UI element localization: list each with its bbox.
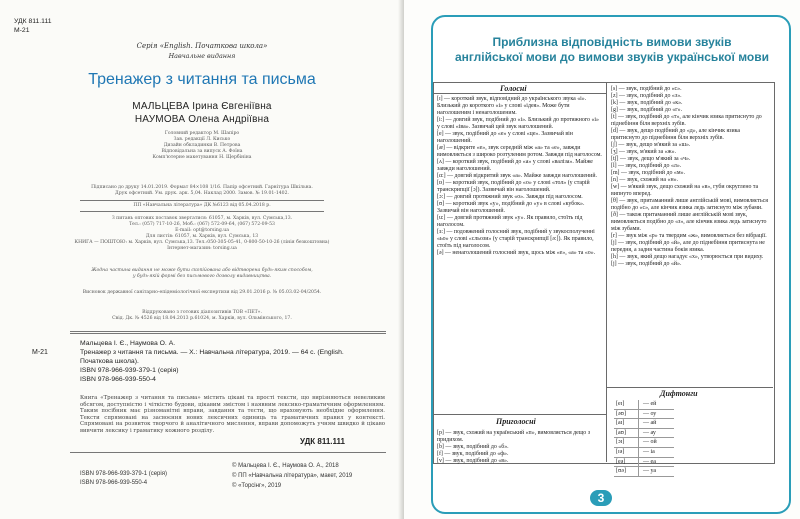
book-title: Тренажер з читання та письма (88, 71, 316, 88)
consonant-entry: [s] — звук, подібний до «с». (611, 86, 682, 92)
series-name: Серія «English. Початкова школа» (136, 42, 268, 50)
consonant-entry: [r] — звук між «р» та твердим «ж», вимовляється без вібрації. (611, 233, 767, 239)
rights-notice (0, 268, 404, 280)
consonant-entry: [n] — звук, схожий на «н». (611, 177, 679, 183)
contact-line: КНИГА — ПОШТОЮ: м. Харків, вул. Сумська,13. Тел.:050-305-05-41, 0-800-50-10-26 (лінія безкоштовна) (74, 240, 330, 245)
page-title (435, 35, 789, 65)
section-rule (433, 414, 606, 415)
diphthong-ipa: [aʊ] (614, 429, 639, 438)
contact-line: Інтернет-магазин: torsing.ua (167, 246, 237, 251)
diphthong-ukr: — уа (643, 468, 657, 475)
vowels-heading: Голосні (500, 84, 527, 93)
contact-line: Для листів: 61057, м. Харків, вул. Сумська, 13 (145, 234, 259, 239)
vowel-entry: [ɪ] — короткий звук, відповідний до українського звука «і». Близький до короткого «і» у слові «ідея». Може бути наголошеним і ненаголошеним. (437, 96, 587, 116)
section-rule (606, 387, 773, 388)
credit-line: Відповідальна за випуск А. Фоїна (161, 149, 243, 154)
consonant-entry: [ð] — також притаманний лише англійській мові звук, вимовляється подібно до «з», але кінчик язика ледь затиснуто між зубами. (611, 212, 767, 232)
consonant-entry: [b] — звук, подібний до «б». (437, 444, 509, 450)
diphthongs-table (614, 400, 674, 475)
consonant-entry: [j] — звук, подібний до «й», але до піднебіння притиснута не передня, а задня частина бокія язика. (611, 240, 765, 253)
vowel-entry: [ə] — ненаголошений голосний звук, щось між «е», «а» та «о». (437, 250, 596, 256)
contacts (0, 216, 404, 252)
printer-line: Віддруковано з готових діапозитивів ТОВ «ПЕТ». (142, 310, 262, 315)
vowel-entry: [i:] — довгий звук, подібний до «і». Близький до протяжного «і» у слові «іва». Зазвичай цей звук наголошений. (437, 117, 600, 130)
consonant-entry: [v] — звук, подібний до «в». (437, 458, 509, 464)
vowel-entry: [æ] — відкрите «е», звук середній між «а» та «е», завжди вимовляється з широко розтуленим ротом. Завжди під наголосом. (437, 145, 602, 158)
diphthong-ipa: [əʊ] (614, 410, 639, 419)
copyright-line: © Мальцева І. Є., Наумова О. А., 2018 (232, 463, 339, 469)
diphthong-ukr: — ай (643, 420, 657, 427)
divider (80, 211, 324, 212)
consonant-entry: [k] — звук, подібний до «к». (611, 100, 683, 106)
diphthong-ipa: [eə] (614, 458, 639, 467)
isbn-bottom: ISBN 978-966-939-550-4 (80, 480, 148, 486)
consonant-entry: [j] — звук, подібний до «й». (611, 261, 682, 267)
divider (70, 452, 386, 453)
consonant-entry: [f] — звук, подібний до «ф». (437, 451, 509, 457)
vowel-entry: [u:] — довгий протяжний звук «у». Як правило, стоїть під наголосом. (437, 215, 583, 228)
credit-line: Головний редактор М. Шапіро (164, 131, 240, 136)
udk-bottom: УДК 811.111 (300, 437, 345, 446)
vowel-entry: [ʌ] — короткий звук, подібний до «а» у слові «валіза». Майже завжди наголошений. (437, 159, 593, 172)
diphthong-ukr: — ей (643, 401, 657, 407)
rights-line: у будь-якій формі без письмового дозволу видавництва. (132, 274, 272, 279)
consonant-entry: [d] — звук, дещо подібний до «д», але кінчик язика притиснуто до піднебіння біля верхніх зубів. (611, 128, 741, 141)
udk-code: УДК 811.111 (14, 18, 52, 25)
credit-line: Зав. редакції Л. Кисько (173, 137, 231, 142)
annotation: Книга «Тренажер з читання та письма» містить цікаві та прості тексти, що вирізняються невеликим обсягом, доступністю і чіткістю будови, цікавим змістом і наявним лексико-граматичним оформленням. Таким посібник має різноманітні вправи, завдання та тести, що враховують необхідне оформлення. Тексти спрямовані на засвоєння нових лексичних одиниць та граматичних правил у контексті. Спрямовані на розвиток творчого й аналітичного мислення, вправи допоможуть учням швидко й цікаво вивчити лексику і граматику кожного розділу. (80, 395, 385, 434)
consonants-list-left (437, 430, 603, 465)
diphthong-row (614, 410, 674, 420)
print-line: Підписано до друку 14.01.2019. Формат 84×108 1/16. Папір офсетний. Гарнітура Шкільна. (91, 185, 313, 190)
consonants-list-right (611, 86, 769, 268)
diphthong-ipa: [aɪ] (614, 419, 639, 428)
contact-line: Тел.: (057) 717-10-26, Моб.: (067) 572-09-64, (067) 572-09-53 (129, 222, 275, 227)
print-line: Друк офсетний. Ум. друк. арк. 5,04. Наклад 2000. Замов. № 19.01-1402. (115, 191, 289, 196)
catalog-code-mid: М-21 (32, 349, 48, 356)
diphthong-ipa: [ɪə] (614, 448, 639, 457)
consonant-entry: [z] — звук, подібний до «з». (611, 93, 682, 99)
diphthong-ipa: [ɔɪ] (614, 438, 639, 447)
copyright-line: © ПП «Навчальна література», макет, 2019 (232, 473, 353, 479)
vowel-entry: [ɑ:] — довгий відкритий звук «а». Майже завжди наголошений. (437, 173, 597, 179)
consonant-entry: [p] — звук, схожий на український «п», вимовляється дещо з придихом. (437, 430, 591, 443)
consonants-heading: Приголосні (496, 417, 536, 426)
diphthongs-heading: Дифтонги (660, 389, 698, 398)
catalog-record (80, 339, 344, 384)
publisher-line: ПП «Навчальна література» ДК №6123 від 05.04.2018 р. (133, 203, 271, 208)
title-line-1: Приблизна відповідність вимови звуків (492, 35, 732, 49)
diphthong-ukr: — ой (643, 439, 657, 446)
consonant-entry: [θ] — звук, притаманний лише англійській мові, вимовляється подібно до «с», але кінчик язика ледь затиснуто між зубами. (611, 198, 768, 211)
diphthong-ukr: — іа (643, 448, 655, 455)
isbn: ISBN 978-966-939-550-4 (80, 376, 156, 383)
vowel-entry: [ʊ] — короткий звук «у», подібний до «у» в слові «кубок». Зазвичай він наголошений. (437, 201, 585, 214)
consonant-entry: [ʃ] — звук, дещо м'який за «ш». (611, 142, 691, 148)
divider (70, 333, 386, 334)
vowel-entry: [ɔ:] — довгий протяжний звук «о». Завжди під наголосом. (437, 194, 583, 200)
vowel-entry: [ɒ] — короткий звук, подібний до «о» у слові «тол» (у старій транскрипції [ɔ]). Зазвичай він наголошений. (437, 180, 590, 193)
print-info (0, 185, 404, 197)
edition-type: Навчальне видання (168, 52, 236, 60)
diphthong-row (614, 419, 674, 429)
page-number: 3 (590, 490, 612, 506)
catalog-title: Тренажер з читання та письма. — Х.: Навчальна література, 2019. — 64 с. (English. (80, 349, 344, 356)
copyright-block (232, 461, 352, 491)
divider (80, 200, 324, 201)
vowel-entry: [ɜ:] — подовжений голосний звук, подібний у звукосполученні «ьо» у слові «сльози» (у старій транскрипції [ə:]). Як правило, стоїть під наголосом. (437, 229, 595, 249)
diphthong-ipa: [eɪ] (614, 400, 639, 409)
title-line-2: англійської мови до вимови звуків української мови (454, 50, 769, 64)
consonant-entry: [l] — звук, подібний до «л». (611, 163, 682, 169)
catalog-authors: Мальцева І. Є., Наумова О. А. (80, 340, 176, 347)
credit-line: Дизайн обкладинки В. Петрова (163, 143, 241, 148)
printer-line: Свід. Дк. № 4526 від 18.04.2013 р.61024, м. Харків, вул. Ольмінського, 17. (112, 316, 292, 321)
printer-info (0, 310, 404, 322)
divider (70, 331, 386, 332)
diphthong-row (614, 467, 674, 477)
vowels-list (437, 96, 603, 257)
contact-line: E-mail: opt@torsing.ua (175, 228, 229, 233)
author-1: МАЛЬЦЕВА Ірина Євгеніївна (132, 101, 272, 112)
udk-top (14, 17, 52, 35)
consonant-entry: [m] — звук, подібний до «м». (611, 170, 685, 176)
author-2: НАУМОВА Олена Андріївна (134, 114, 270, 125)
consonant-entry: [h] — звук, який дещо нагадує «х», утворюється при видиху. (611, 254, 764, 260)
catalog-series: Початкова школа). (80, 358, 139, 365)
isbn-series: ISBN 978-966-939-379-1 (серія) (80, 367, 179, 374)
diphthong-ukr: — ау (643, 429, 656, 436)
rights-line: Жодна частина видання не може бути скопійована або відтворена будь-яким способом, (91, 268, 313, 273)
diphthong-ukr: — оу (643, 410, 657, 417)
credits (0, 131, 404, 161)
diphthong-row (614, 429, 674, 439)
vowel-entry: [e] — звук, подібний до «е» у слові «це». Зазвичай він наголошений. (437, 131, 573, 144)
isbn-series-bottom: ISBN 978-966-939-379-1 (серія) (80, 471, 167, 477)
diphthong-ipa: [ʊə] (614, 467, 639, 476)
consonant-entry: [g] — звук, подібний до «г». (611, 107, 683, 113)
copyright-line: © «Торсінг», 2019 (232, 483, 282, 489)
column-divider (606, 82, 607, 462)
diphthong-row (614, 400, 674, 410)
credit-line: Комп'ютерне макетування Н. Щербініна (152, 155, 252, 160)
consonant-entry: [tʃ] — звук, дещо м'який за «ч». (611, 156, 691, 162)
consonant-entry: [w] — м'який звук, дещо схожий на «в», губи округлено та випнуто вперед. (611, 184, 759, 197)
header-rule (433, 93, 606, 94)
diphthong-row (614, 448, 674, 458)
diphthong-ukr: — еа (643, 458, 656, 465)
diphthong-row (614, 438, 674, 448)
diphthong-row (614, 458, 674, 468)
expertise-conclusion: Висновок державної санітарно-епідеміологічної експертизи від 29.01.2016 р. № 05.03.02-04/2054. (82, 290, 322, 295)
contact-line: З питань оптових поставок звертатися: 61057, м. Харків, вул. Сумська,13. (111, 216, 293, 221)
catalog-code: М-21 (14, 27, 30, 34)
consonant-entry: [t] — звук, подібний до «т», але кінчик язика притиснуто до піднебіння біля верхніх зубів. (611, 114, 762, 127)
consonant-entry: [ʒ] — звук, м'який за «ж». (611, 149, 677, 155)
isbn-block (80, 470, 167, 488)
